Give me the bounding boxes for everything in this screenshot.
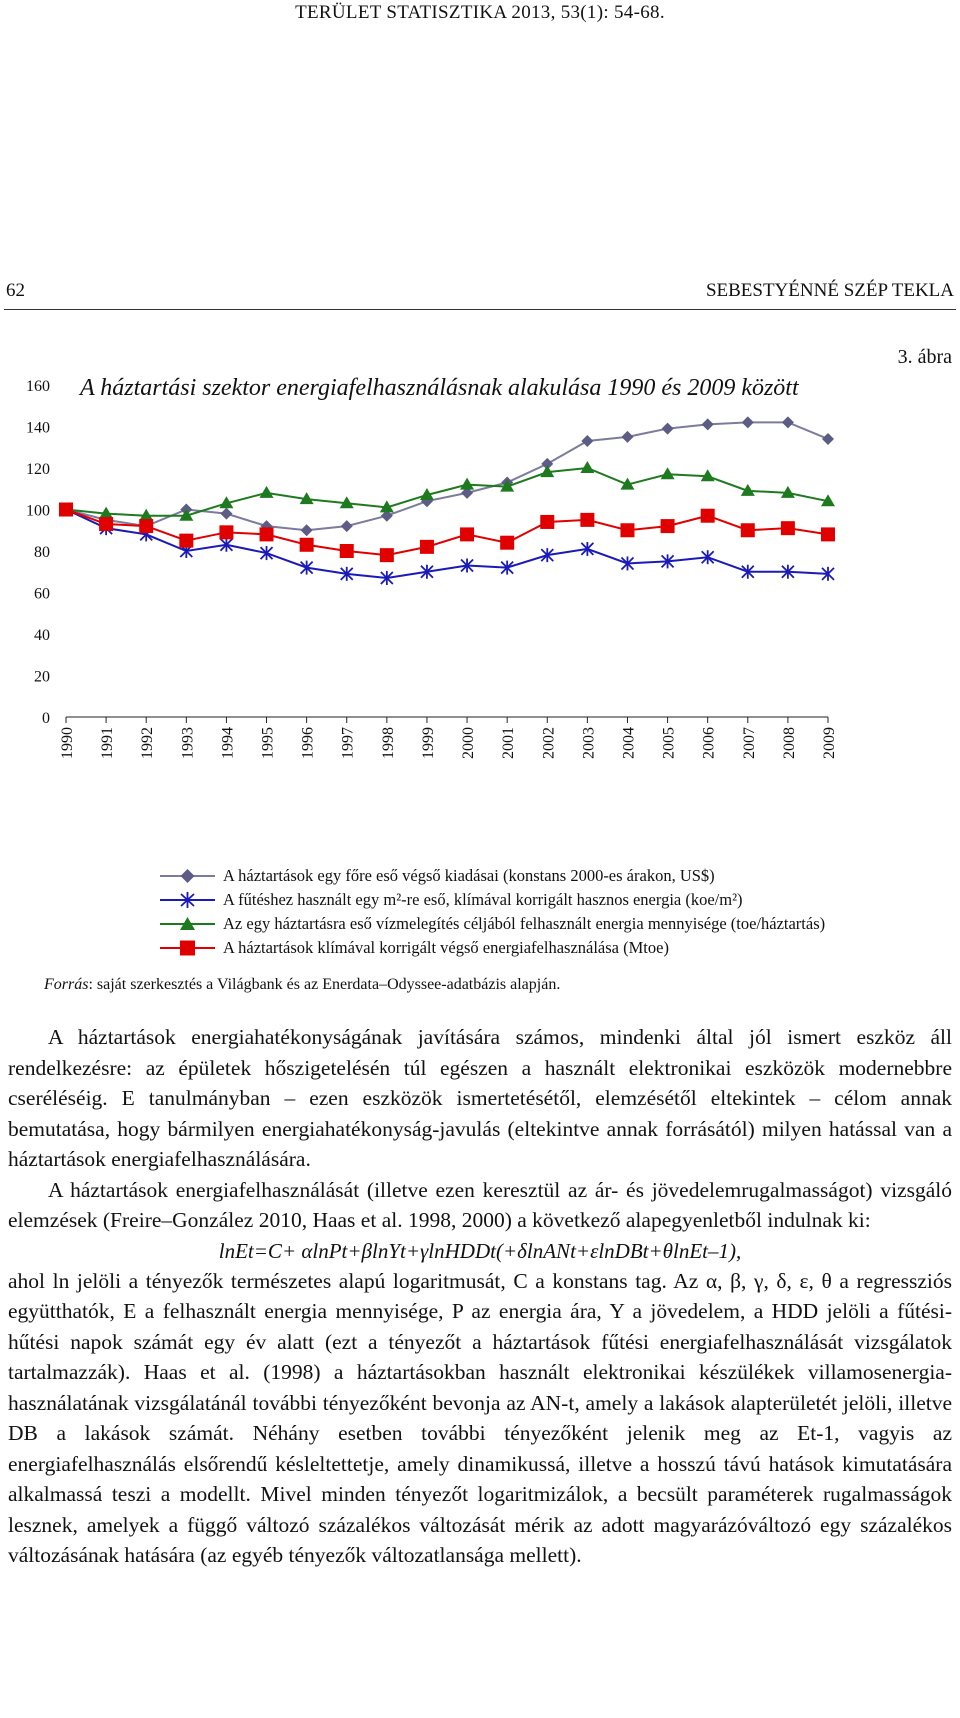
data-point (341, 520, 353, 532)
legend-item (160, 888, 825, 912)
x-tick-label: 1991 (99, 727, 117, 759)
figure-source (44, 976, 560, 994)
legend-item (160, 912, 825, 936)
x-tick-label: 1994 (219, 727, 237, 759)
data-point (821, 527, 835, 541)
x-tick-label: 1992 (139, 727, 157, 759)
x-tick-label: 2004 (620, 727, 638, 759)
x-tick-label: 2001 (500, 727, 518, 759)
y-tick-label: 60 (34, 585, 50, 603)
data-point (822, 433, 834, 445)
data-point (701, 509, 715, 523)
data-point (661, 467, 675, 479)
data-point (580, 513, 594, 527)
figure-title: A háztartási szektor energiafelhasználásnak alakulása 1990 és 2009 között (80, 375, 799, 401)
author-name: SEBESTYÉNNÉ SZÉP TEKLA (705, 280, 954, 301)
paragraph: A háztartások energiahatékonyságának javítására számos, mindenki által jól ismert eszköz áll rendelkezésre: az épületek hőszigetelésén túl egészen a használt elektronikai eszközök modernebbre cseréléséig. E tanulmányban – ezen eszközök ismertetésétől, elemzésétől eltekintek – célom annak bemutatása, hogy bármilyen energiahatékonyság-javulás (eltekintve annak forrásától) milyen hatással van a háztartások energiafelhasználására. (8, 1025, 952, 1171)
y-tick-label: 0 (42, 710, 50, 727)
legend-label: A háztartások egy főre eső végső kiadásai (konstans 2000-es árakon, US$) (223, 866, 715, 885)
data-point (179, 534, 193, 548)
page-number: 62 (6, 280, 25, 301)
data-point (580, 461, 594, 473)
paragraph: A háztartások energiafelhasználását (illetve ezen keresztül az ár- és jövedelemrugalmasságot) vizsgáló elemzések (Freire–González 2010, Haas et al. 1998, 2000) a következő alapegyenletből indulnak ki: (8, 1177, 952, 1232)
legend-item (160, 936, 825, 960)
y-tick-label: 20 (34, 668, 50, 686)
legend-label: A fűtéshez használt egy m²-re eső, klímával korrigált hasznos energia (koe/m²) (223, 890, 743, 909)
series-triangle (59, 461, 835, 521)
legend-item (160, 864, 825, 888)
source-label: Forrás (44, 976, 89, 993)
data-point (662, 423, 674, 435)
x-tick-label: 1999 (419, 727, 437, 759)
series-diamond (60, 416, 834, 536)
body-text (8, 1022, 952, 1571)
y-tick-label: 160 (26, 378, 50, 395)
triangle-marker-icon (160, 914, 215, 934)
x-tick-label: 2008 (780, 727, 798, 759)
data-point (220, 508, 232, 520)
data-point (661, 519, 675, 533)
data-point (59, 503, 73, 517)
data-point (782, 416, 794, 428)
x-tick-label: 2000 (460, 727, 478, 759)
data-point (460, 527, 474, 541)
data-point (260, 486, 274, 498)
figure-number: 3. ábra (897, 346, 952, 368)
y-tick-label: 80 (34, 544, 50, 561)
data-point (340, 544, 354, 558)
x-tick-label: 2009 (821, 727, 838, 759)
y-tick-label: 100 (26, 502, 50, 520)
legend-label: Az egy háztartásra eső vízmelegítés céljából felhasznált energia mennyisége (toe/háztartás) (223, 914, 826, 933)
x-tick-label: 1998 (379, 727, 397, 759)
x-tick-label: 2005 (660, 727, 678, 759)
data-point (742, 416, 754, 428)
data-point (781, 521, 795, 535)
data-point (581, 435, 593, 447)
x-tick-label: 2002 (540, 727, 558, 759)
asterisk-marker-icon (160, 890, 215, 910)
header-rule (4, 309, 956, 310)
data-point (500, 536, 514, 550)
source-text: : saját szerkesztés a Világbank és az Enerdata–Odyssee-adatbázis alapján. (88, 976, 561, 993)
y-tick-label: 40 (34, 627, 50, 644)
data-point (702, 418, 714, 430)
data-point (741, 523, 755, 537)
legend-label: A háztartások klímával korrigált végső energiafelhasználása (Mtoe) (223, 938, 669, 957)
x-tick-label: 1995 (259, 727, 277, 759)
series-layer (59, 416, 835, 585)
y-axis (26, 378, 50, 727)
paragraph: ahol ln jelöli a tényezők természetes alapú logaritmusát, C a konstans tag. Az α, β, γ, δ, ε, θ a regressziós együtthatók, E a felhasznált energia mennyisége, P az energia ára, Y a jövedelem, a HDD jelöli a fűtési-hűtési napok számát egy év alatt (ezt a tényezőt a háztartások fűtési energiafelhasználását vizsgálatok tartalmazzák). Haas et al. (1998) a háztartásokban használt elektronikai készülékek villamosenergia-használatának vizsgálatánál további tényezőként bevonja az AN-t, amely a lakások alapterületét jelöli, illetve DB a lakások számát. Néhány esetben további tényezőként jelenik meg az Et-1, vagyis az energiafelhasználás elsőrendű késleltettetje, amely dinamikussá, illetve a hosszú távú hatások kimutatására alkalmassá teszi a modellt. Mivel minden tényezőt logaritmizálok, a becsült paraméterek rugalmasságok lesznek, amelyek a függő változó százalékos változását mérik az adott magyarázóváltozó egy százalékos változásának hatására (az egyéb tényezők változatlansága mellett). (8, 1268, 952, 1567)
y-tick-label: 140 (26, 419, 50, 437)
equation: lnEt=C+ αlnPt+βlnYt+γlnHDDt(+δlnANt+εlnDBt+θlnEt–1), (218, 1238, 742, 1263)
series-square (59, 503, 835, 563)
journal-header: TERÜLET STATISZTIKA 2013, 53(1): 54-68. (295, 2, 665, 23)
data-point (420, 540, 434, 554)
data-point (301, 524, 313, 536)
x-tick-label: 1997 (339, 727, 357, 759)
data-point (139, 519, 153, 533)
x-tick-label: 1990 (59, 727, 76, 759)
data-point (99, 517, 113, 531)
running-head (6, 280, 954, 302)
data-point (540, 515, 554, 529)
data-point (380, 548, 394, 562)
series-line (66, 468, 828, 516)
x-tick-label: 2006 (700, 727, 718, 759)
data-point (260, 527, 274, 541)
data-point (219, 525, 233, 539)
data-point (620, 523, 634, 537)
x-tick-label: 1996 (299, 727, 317, 759)
data-point (460, 478, 474, 490)
x-tick-label: 1993 (179, 727, 197, 759)
x-axis (59, 717, 838, 759)
data-point (300, 538, 314, 552)
square-marker-icon (160, 938, 215, 958)
chart-legend (160, 864, 825, 960)
x-tick-label: 2007 (740, 727, 758, 759)
diamond-marker-icon (160, 866, 215, 886)
x-tick-label: 2003 (580, 727, 598, 759)
y-tick-label: 120 (26, 461, 50, 478)
data-point (621, 431, 633, 443)
